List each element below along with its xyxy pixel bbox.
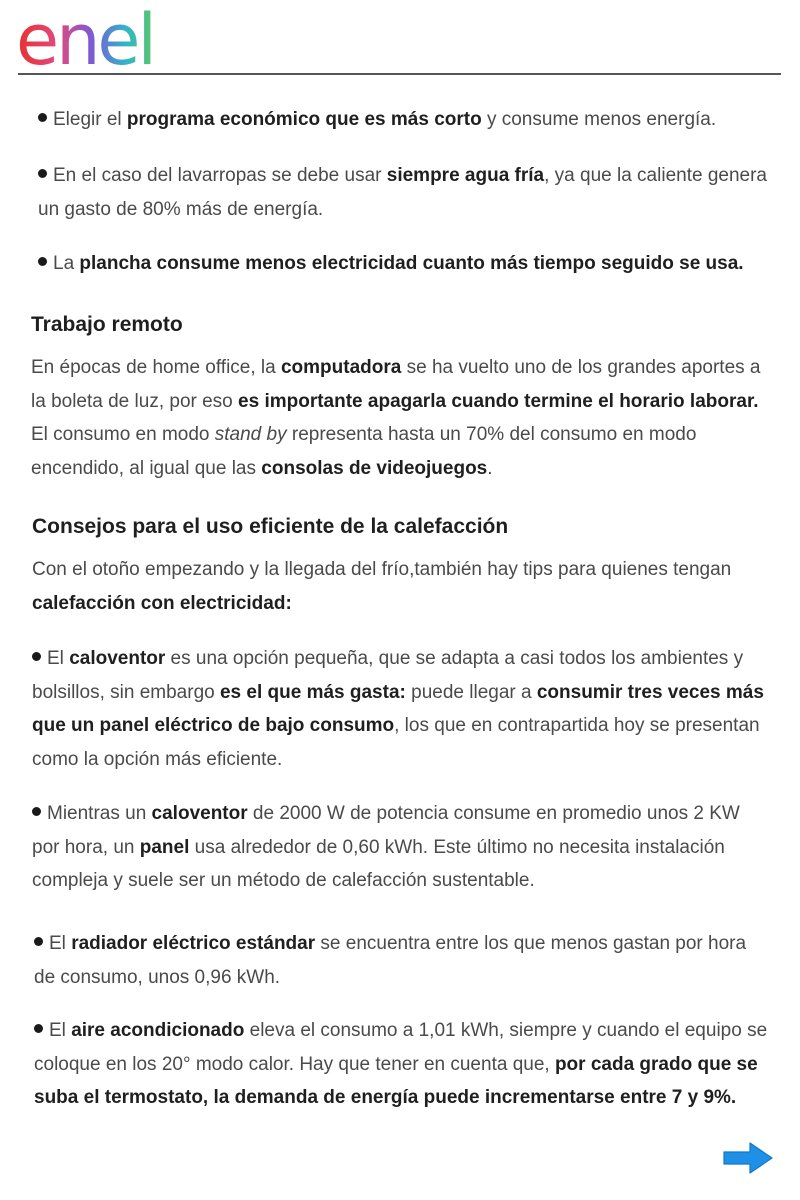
bullet-dot [34,937,43,946]
bullet-dot [34,1024,43,1033]
bullet-radiador: El radiador eléctrico estándar se encuentra entre los que menos gastan por hora de consumo, unos 0,96 kWh. [34,933,747,988]
bullet-plancha: La plancha consume menos electricidad cuanto más tiempo seguido se usa. [38,247,778,281]
bullet-dot [38,257,47,266]
bullet-dot [38,169,47,178]
bullet-panel: Mientras un caloventor de 2000 W de potencia consume en promedio unos 2 KW por hora, un panel usa alrededor de 0,60 kWh. Este último no necesita instalación compleja y suele ser un método de calefacción sustentable. [32,803,740,891]
bullet-programa: Elegir el programa económico que es más corto y consume menos energía. [38,103,778,137]
svg-text:enel: enel [16,6,154,70]
enel-logo[interactable] [16,6,180,70]
heading-trabajo-remoto: Trabajo remoto [31,313,183,336]
bullet-lavarropas: En el caso del lavarropas se debe usar siempre agua fría, ya que la caliente genera un gasto de 80% más de energía. [38,165,767,220]
heading-calefaccion: Consejos para el uso eficiente de la calefacción [32,515,509,538]
bullet-caloventor: El caloventor es una opción pequeña, que se adapta a casi todos los ambientes y bolsillos, sin embargo es el que más gasta: puede llegar a consumir tres veces más que un panel eléctrico de bajo consumo, los que en contrapartida hoy se presentan como la opción más eficiente. [32,648,764,770]
bullet-dot [32,807,41,816]
paragraph-calefaccion: Con el otoño empezando y la llegada del frío,también hay tips para quienes tengan calefacción con electricidad: [32,559,732,614]
bullet-dot [38,113,47,122]
bullet-dot [32,652,41,661]
arrow-right-icon[interactable] [722,1140,774,1176]
header-divider [18,73,781,75]
header [0,0,800,76]
paragraph-trabajo-remoto: En épocas de home office, la computadora se ha vuelto uno de los grandes aportes a la boleta de luz, por eso es importante apagarla cuando termine el horario laborar. El consumo en modo stand by representa hasta un 70% del consumo en modo encendido, al igual que las consolas de videojuegos. [31,357,761,479]
bullet-aire-acondicionado: El aire acondicionado eleva el consumo a 1,01 kWh, siempre y cuando el equipo se coloque en los 20° modo calor. Hay que tener en cuenta que, por cada grado que se suba el termostato, la demanda de energía puede incrementarse entre 7 y 9%. [34,1020,768,1108]
